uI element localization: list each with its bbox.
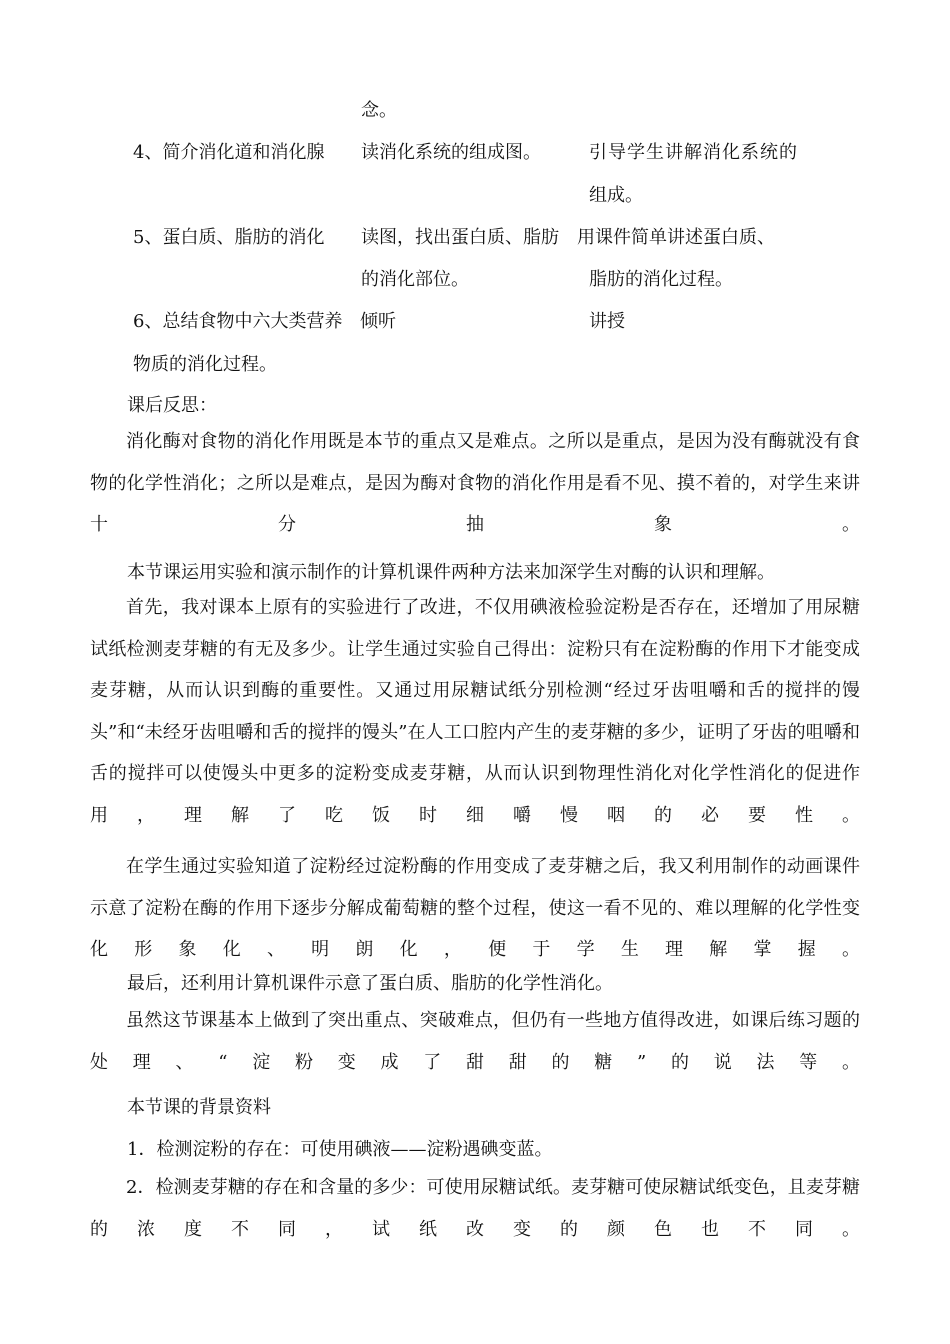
table-cell-row0-col2: 念。 (361, 100, 397, 121)
table-cell-row6-col1-cont: 物质的消化过程。 (133, 354, 277, 375)
background-heading: 本节课的背景资料 (127, 1097, 271, 1118)
table-cell-row5-col2-cont: 的消化部位。 (361, 269, 469, 290)
reflection-paragraph-3: 首先，我对课本上原有的实验进行了改进，不仅用碘液检验淀粉是否存在，还增加了用尿糖试纸检测麦芽糖的有无及多少。让学生通过实验自己得出：淀粉只有在淀粉酶的作用下才能变成麦芽糖，从而认识到酶的重要性。又通过用尿糖试纸分别检测“经过牙齿咀嚼和舌的搅拌的馒头”和“未经牙齿咀嚼和舌的搅拌的馒头”在人工口腔内产生的麦芽糖的多少，证明了牙齿的咀嚼和舌的搅拌可以使馒头中更多的淀粉变成麦芽糖，从而认识到物理性消化对化学性消化的促进作用，理解了吃饭时细嚼慢咽的必要性。 (90, 597, 860, 826)
reflection-paragraph-6: 虽然这节课基本上做到了突出重点、突破难点，但仍有一些地方值得改进，如课后练习题的处理、“淀粉变成了甜甜的糖”的说法等。 (90, 1010, 860, 1073)
table-cell-row4-col1: 4、简介消化道和消化腺 (133, 142, 325, 163)
table-cell-row4-col3-cont: 组成。 (589, 185, 643, 206)
table-cell-row5-col2: 读图，找出蛋白质、脂肪 (361, 227, 559, 248)
table-cell-row6-col3: 讲授 (589, 311, 625, 332)
table-cell-row5-col3: 用课件简单讲述蛋白质、 (577, 227, 775, 248)
table-cell-row4-col3: 引导学生讲解消化系统的 (589, 142, 798, 163)
reflection-paragraph-2: 本节课运用实验和演示制作的计算机课件两种方法来加深学生对酶的认识和理解。 (127, 562, 775, 583)
reflection-paragraph-5: 最后，还利用计算机课件示意了蛋白质、脂肪的化学性消化。 (127, 973, 613, 994)
background-item-2: 2．检测麦芽糖的存在和含量的多少：可使用尿糖试纸。麦芽糖可使尿糖试纸变色，且麦芽糖的浓度不同，试纸改变的颜色也不同。 (90, 1177, 860, 1240)
table-cell-row6-col1: 6、总结食物中六大类营养 (133, 311, 343, 332)
reflection-heading: 课后反思： (127, 395, 217, 416)
table-cell-row5-col1: 5、蛋白质、脂肪的消化 (133, 227, 325, 248)
reflection-paragraph-1: 消化酶对食物的消化作用既是本节的重点又是难点。之所以是重点，是因为没有酶就没有食物的化学性消化；之所以是难点，是因为酶对食物的消化作用是看不见、摸不着的，对学生来讲十分抽象。 (90, 431, 860, 535)
table-cell-row6-col2: 倾听 (360, 311, 396, 332)
table-cell-row4-col2: 读消化系统的组成图。 (361, 142, 541, 163)
reflection-paragraph-4: 在学生通过实验知道了淀粉经过淀粉酶的作用变成了麦芽糖之后，我又利用制作的动画课件示意了淀粉在酶的作用下逐步分解成葡萄糖的整个过程，使这一看不见的、难以理解的化学性变化形象化、明朗化，便于学生理解掌握。 (90, 856, 860, 960)
table-cell-row5-col3-cont: 脂肪的消化过程。 (589, 269, 733, 290)
background-item-1: 1．检测淀粉的存在：可使用碘液——淀粉遇碘变蓝。 (127, 1139, 553, 1160)
